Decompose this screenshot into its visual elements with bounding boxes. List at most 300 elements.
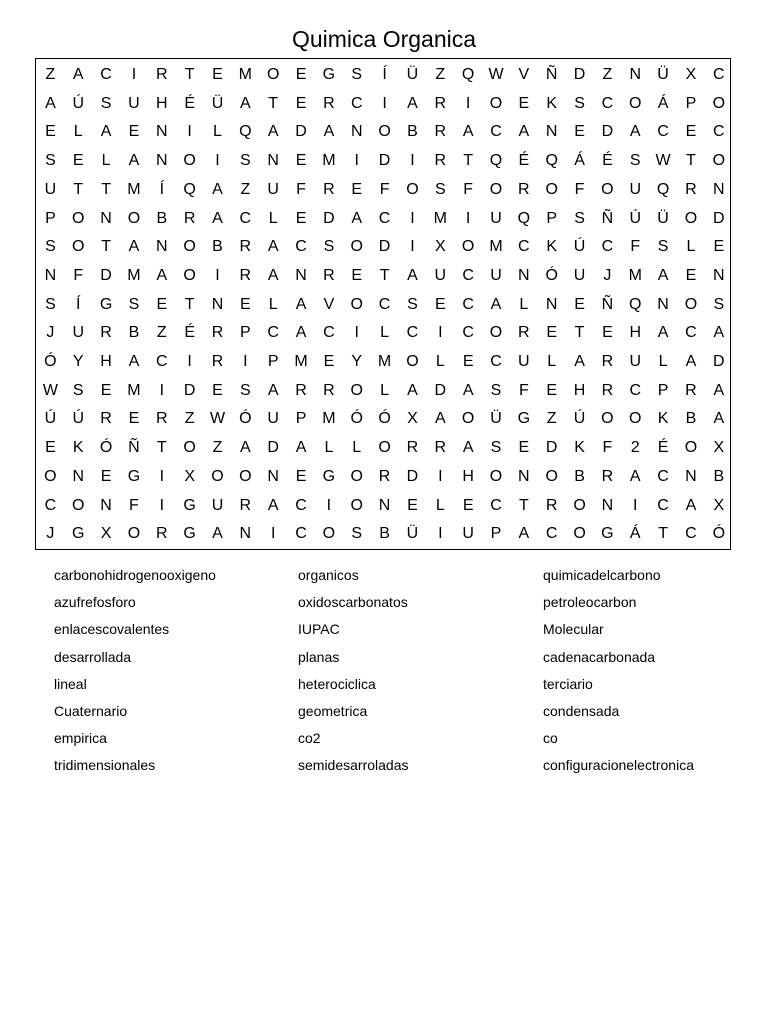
grid-letter: G — [601, 525, 614, 543]
grid-letter: T — [184, 66, 195, 83]
grid-letter: G — [322, 467, 336, 485]
grid-letter: S — [240, 381, 251, 399]
grid-letter: O — [573, 525, 586, 543]
grid-row — [36, 434, 730, 463]
grid-letter: I — [187, 353, 192, 370]
grid-letter: C — [100, 66, 112, 83]
grid-letter: K — [72, 439, 84, 457]
grid-letter: U — [267, 410, 279, 428]
grid-letter: N — [713, 180, 725, 198]
grid-letter: Ü — [211, 94, 224, 112]
grid-letter: F — [602, 439, 613, 457]
grid-letter: O — [629, 94, 642, 112]
grid-letter: S — [657, 238, 669, 256]
grid-letter: F — [379, 180, 390, 198]
grid-letter: T — [268, 94, 279, 112]
grid-letter: R — [323, 94, 335, 112]
grid-letter: R — [406, 439, 419, 457]
grid-letter: O — [72, 209, 85, 227]
grid-letter: O — [406, 180, 419, 198]
grid-letter: I — [215, 152, 220, 170]
grid-letter: R — [601, 467, 614, 485]
grid-letter: C — [295, 525, 307, 543]
grid-letter: G — [72, 525, 85, 543]
grid-letter: K — [574, 439, 585, 457]
grid-letter: A — [462, 381, 474, 399]
grid-letter: S — [407, 295, 418, 313]
grid-letter: O — [183, 439, 196, 457]
grid-letter: Ú — [44, 410, 57, 428]
grid-letter: E — [462, 353, 474, 370]
grid-letter: D — [323, 209, 335, 227]
grid-letter: B — [574, 467, 585, 485]
grid-letter: O — [239, 467, 252, 485]
grid-row — [36, 492, 730, 521]
grid-letter: X — [184, 467, 195, 485]
grid-letter: T — [463, 152, 474, 170]
grid-letter: U — [490, 209, 502, 227]
grid-letter: D — [713, 209, 725, 227]
grid-row — [36, 377, 730, 406]
grid-letter: L — [686, 238, 696, 256]
grid-letter: E — [295, 66, 307, 83]
grid-letter: U — [128, 94, 140, 112]
grid-row — [36, 405, 730, 434]
grid-letter: O — [712, 94, 726, 112]
grid-letter: C — [295, 238, 307, 256]
grid-letter: N — [545, 123, 558, 141]
grid-letter: O — [350, 496, 363, 514]
grid-letter: E — [212, 381, 223, 399]
grid-letter: N — [685, 467, 697, 485]
grid-letter: S — [351, 525, 363, 543]
grid-letter: I — [382, 94, 387, 112]
grid-letter: L — [268, 295, 278, 313]
grid-letter: O — [183, 266, 196, 284]
grid-letter: C — [156, 353, 168, 370]
grid-letter: G — [183, 525, 196, 543]
grid-letter: I — [270, 525, 276, 543]
grid-letter: X — [100, 525, 112, 543]
grid-letter: R — [601, 381, 614, 399]
grid-letter: Í — [159, 180, 165, 198]
grid-letter: E — [574, 295, 585, 313]
grid-letter: L — [268, 209, 278, 227]
grid-letter: E — [323, 353, 335, 370]
word-list-item: planas — [298, 648, 340, 665]
grid-letter: N — [601, 496, 614, 514]
grid-letter: O — [183, 152, 196, 170]
grid-letter: Z — [45, 66, 56, 83]
grid-letter: E — [295, 94, 307, 112]
grid-letter: R — [518, 180, 530, 198]
grid-letter: E — [100, 467, 112, 485]
grid-letter: T — [101, 238, 111, 256]
grid-letter: L — [380, 324, 390, 342]
grid-letter: A — [267, 381, 279, 399]
grid-letter: I — [465, 94, 471, 112]
grid-letter: K — [546, 94, 558, 112]
grid-letter: O — [684, 295, 698, 313]
grid-letter: A — [351, 209, 363, 227]
grid-letter: U — [44, 180, 57, 198]
grid-letter: A — [323, 123, 335, 141]
grid-letter: C — [657, 467, 669, 485]
grid-letter: A — [518, 525, 530, 543]
grid-letter: Ó — [44, 353, 57, 370]
grid-letter: C — [267, 324, 279, 342]
grid-letter: B — [212, 238, 223, 256]
word-list-item: Cuaternario — [54, 703, 128, 719]
grid-letter: W — [209, 410, 226, 428]
grid-letter: Z — [546, 410, 557, 428]
grid-letter: N — [713, 266, 725, 284]
grid-letter: M — [127, 180, 141, 198]
grid-letter: Z — [184, 410, 195, 428]
grid-letter: E — [128, 123, 140, 141]
grid-letter: É — [518, 152, 530, 170]
grid-letter: O — [629, 410, 642, 428]
word-list-item: organicos — [298, 567, 359, 583]
grid-letter: U — [434, 266, 447, 284]
grid-letter: O — [489, 467, 503, 485]
grid-letter: A — [657, 266, 669, 284]
grid-letter: T — [518, 496, 529, 514]
grid-letter: U — [211, 496, 224, 514]
grid-letter: C — [518, 238, 530, 256]
grid-letter: O — [127, 525, 141, 543]
grid-letter: S — [351, 66, 363, 83]
grid-letter: N — [350, 123, 363, 141]
grid-letter: O — [183, 238, 196, 256]
grid-letter: Ñ — [601, 209, 614, 227]
grid-letter: Q — [545, 152, 558, 170]
grid-letter: C — [685, 324, 697, 342]
grid-letter: U — [267, 180, 279, 198]
grid-letter: A — [434, 410, 446, 428]
grid-letter: E — [713, 238, 725, 256]
grid-letter: S — [713, 295, 725, 313]
grid-letter: I — [326, 496, 332, 514]
grid-letter: E — [45, 123, 56, 141]
grid-letter: N — [100, 209, 112, 227]
grid-letter: E — [212, 66, 223, 83]
grid-letter: O — [350, 467, 363, 485]
grid-letter: Ü — [406, 66, 419, 83]
grid-letter: R — [434, 152, 447, 170]
word-list-item: co2 — [298, 730, 321, 747]
grid-letter: K — [657, 410, 669, 428]
grid-letter: C — [713, 123, 725, 141]
grid-letter: T — [574, 324, 585, 342]
grid-letter: S — [240, 152, 251, 170]
grid-letter: H — [462, 467, 474, 485]
grid-letter: Q — [629, 295, 642, 313]
grid-letter: Z — [602, 66, 613, 83]
grid-letter: N — [295, 266, 307, 284]
grid-letter: W — [42, 381, 58, 399]
grid-letter: I — [159, 496, 165, 514]
word-list-item: terciario — [543, 675, 593, 692]
grid-letter: A — [462, 123, 474, 141]
grid-letter: Ú — [72, 410, 85, 428]
grid-letter: J — [46, 324, 55, 342]
grid-letter: Ü — [657, 66, 669, 83]
grid-letter: O — [601, 410, 614, 428]
grid-letter: E — [128, 410, 140, 428]
grid-letter: O — [461, 238, 475, 256]
grid-letter: E — [295, 152, 307, 170]
grid-letter: Ü — [406, 525, 419, 543]
word-list-item: oxidoscarbonatos — [298, 594, 408, 611]
grid-letter: E — [100, 381, 112, 399]
grid-letter: M — [127, 266, 141, 284]
grid-letter: M — [489, 238, 503, 256]
grid-letter: Á — [657, 94, 669, 112]
grid-letter: M — [322, 152, 336, 170]
grid-letter: A — [713, 324, 725, 342]
grid-letter: O — [266, 66, 280, 83]
grid-letter: I — [410, 209, 415, 227]
grid-letter: O — [406, 353, 419, 370]
grid-letter: I — [465, 209, 471, 227]
grid-letter: R — [685, 381, 697, 399]
grid-letter: P — [657, 381, 669, 399]
grid-letter: A — [267, 238, 279, 256]
grid-letter: S — [323, 238, 335, 256]
grid-letter: F — [129, 496, 139, 514]
grid-letter: E — [72, 152, 84, 170]
grid-letter: A — [295, 324, 307, 342]
grid-letter: L — [658, 353, 668, 370]
grid-letter: O — [350, 238, 363, 256]
grid-letter: R — [156, 66, 168, 83]
grid-row — [36, 319, 730, 348]
grid-letter: D — [183, 381, 196, 399]
grid-letter: R — [211, 324, 224, 342]
grid-letter: D — [601, 123, 614, 141]
grid-letter: C — [462, 266, 474, 284]
grid-letter: I — [354, 152, 359, 170]
grid-letter: L — [435, 496, 445, 514]
grid-letter: T — [101, 180, 111, 198]
grid-letter: A — [72, 66, 84, 83]
grid-letter: E — [45, 439, 56, 457]
grid-letter: A — [156, 266, 168, 284]
grid-letter: E — [574, 123, 585, 141]
grid-letter: Á — [574, 152, 585, 170]
grid-letter: X — [713, 439, 725, 457]
grid-row — [36, 233, 730, 262]
grid-letter: 2 — [630, 439, 640, 457]
grid-letter: S — [128, 295, 140, 313]
grid-row — [36, 262, 730, 291]
grid-letter: S — [490, 381, 502, 399]
grid-letter: É — [184, 324, 195, 342]
grid-letter: R — [156, 525, 168, 543]
grid-letter: Z — [212, 439, 223, 457]
grid-letter: H — [100, 353, 112, 370]
grid-letter: Ú — [573, 238, 586, 256]
grid-letter: A — [629, 467, 641, 485]
grid-letter: F — [296, 180, 306, 198]
grid-letter: D — [378, 152, 391, 170]
grid-letter: N — [267, 152, 279, 170]
grid-letter: A — [240, 439, 251, 457]
grid-letter: L — [547, 353, 557, 370]
grid-letter: A — [685, 496, 697, 514]
grid-letter: A — [45, 94, 56, 112]
word-list-item: condensada — [543, 703, 620, 719]
grid-row — [36, 520, 730, 549]
grid-letter: F — [630, 238, 641, 256]
grid-letter: A — [518, 123, 530, 141]
grid-letter: E — [434, 295, 446, 313]
grid-letter: C — [350, 94, 363, 112]
grid-letter: O — [573, 496, 586, 514]
grid-letter: M — [238, 66, 252, 83]
grid-letter: A — [212, 180, 223, 198]
grid-letter: R — [239, 266, 252, 284]
grid-letter: S — [490, 439, 502, 457]
grid-letter: T — [658, 525, 668, 543]
word-list-item: semidesarroladas — [298, 757, 409, 774]
grid-letter: R — [100, 324, 112, 342]
grid-letter: F — [463, 180, 474, 198]
grid-letter: R — [295, 381, 307, 399]
grid-letter: U — [629, 353, 642, 370]
grid-letter: O — [211, 467, 224, 485]
grid-letter: C — [601, 94, 614, 112]
grid-letter: Í — [76, 295, 81, 313]
grid-letter: T — [156, 439, 167, 457]
grid-letter: A — [713, 410, 725, 428]
grid-letter: Ú — [629, 209, 642, 227]
word-list-item: tridimensionales — [54, 757, 156, 774]
grid-letter: C — [657, 496, 669, 514]
grid-letter: R — [156, 410, 168, 428]
grid-letter: G — [517, 410, 531, 428]
grid-letter: C — [295, 496, 307, 514]
grid-letter: I — [438, 525, 443, 543]
grid-letter: R — [323, 180, 335, 198]
grid-letter: U — [462, 525, 474, 543]
grid-letter: M — [377, 353, 392, 370]
grid-letter: O — [489, 324, 503, 342]
grid-letter: I — [438, 467, 443, 485]
grid-letter: H — [156, 94, 168, 112]
grid-letter: S — [45, 295, 56, 313]
grid-letter: R — [601, 353, 614, 370]
grid-letter: A — [657, 324, 669, 342]
grid-letter: R — [685, 180, 697, 198]
grid-letter: Q — [239, 123, 252, 141]
grid-letter: N — [156, 238, 168, 256]
grid-letter: Ñ — [545, 66, 558, 83]
grid-letter: A — [490, 295, 502, 313]
grid-letter: S — [72, 381, 84, 399]
grid-letter: J — [603, 266, 612, 284]
grid-letter: I — [159, 381, 165, 399]
grid-letter: H — [573, 381, 586, 399]
grid-letter: U — [518, 353, 530, 370]
grid-letter: A — [295, 295, 307, 313]
grid-letter: F — [574, 180, 585, 198]
grid-letter: W — [655, 152, 671, 170]
grid-letter: A — [685, 353, 697, 370]
word-list-item: azufrefosforo — [54, 594, 136, 611]
grid-letter: B — [407, 123, 418, 141]
grid-letter: A — [295, 439, 307, 457]
grid-letter: C — [629, 381, 642, 399]
grid-letter: S — [574, 94, 585, 112]
word-list-item: Molecular — [543, 621, 604, 638]
grid-letter: M — [433, 209, 447, 227]
grid-letter: P — [490, 525, 502, 543]
grid-letter: L — [324, 439, 334, 457]
grid-letter: A — [267, 266, 279, 284]
word-search-grid — [35, 58, 731, 550]
grid-letter: O — [545, 467, 558, 485]
word-list-item: IUPAC — [298, 621, 340, 638]
grid-letter: E — [685, 123, 697, 141]
grid-row — [36, 291, 730, 320]
grid-letter: N — [100, 496, 112, 514]
grid-letter: E — [518, 94, 530, 112]
grid-letter: A — [574, 353, 585, 370]
grid-letter: A — [267, 496, 279, 514]
grid-letter: C — [378, 209, 391, 227]
grid-letter: Q — [183, 180, 196, 198]
grid-letter: V — [323, 295, 335, 313]
grid-letter: N — [211, 295, 224, 313]
grid-letter: A — [629, 123, 641, 141]
grid-letter: A — [407, 381, 418, 399]
grid-letter: L — [352, 439, 362, 457]
grid-letter: Q — [656, 180, 670, 198]
grid-letter: S — [100, 94, 112, 112]
grid-letter: Q — [461, 66, 475, 83]
grid-letter: É — [657, 439, 669, 457]
grid-letter: E — [240, 295, 251, 313]
grid-letter: A — [212, 525, 223, 543]
word-list-item: heterociclica — [298, 675, 376, 692]
grid-letter: R — [100, 410, 112, 428]
grid-row — [36, 147, 730, 176]
word-list-item: co — [543, 730, 558, 747]
grid-letter: G — [183, 496, 196, 514]
grid-letter: U — [490, 266, 502, 284]
grid-letter: C — [239, 209, 252, 227]
grid-letter: I — [410, 238, 415, 256]
grid-letter: G — [99, 295, 113, 313]
grid-letter: O — [44, 467, 57, 485]
grid-letter: N — [629, 66, 642, 83]
grid-letter: I — [131, 66, 137, 83]
grid-letter: I — [354, 324, 359, 342]
grid-letter: O — [684, 209, 698, 227]
grid-letter: V — [518, 66, 530, 83]
grid-letter: A — [128, 238, 140, 256]
grid-letter: A — [128, 353, 140, 370]
grid-letter: I — [159, 467, 165, 485]
grid-row — [36, 205, 730, 234]
grid-letter: C — [657, 123, 669, 141]
grid-letter: E — [518, 439, 530, 457]
grid-letter: M — [294, 353, 308, 370]
grid-letter: C — [490, 123, 502, 141]
grid-letter: Á — [629, 525, 641, 543]
